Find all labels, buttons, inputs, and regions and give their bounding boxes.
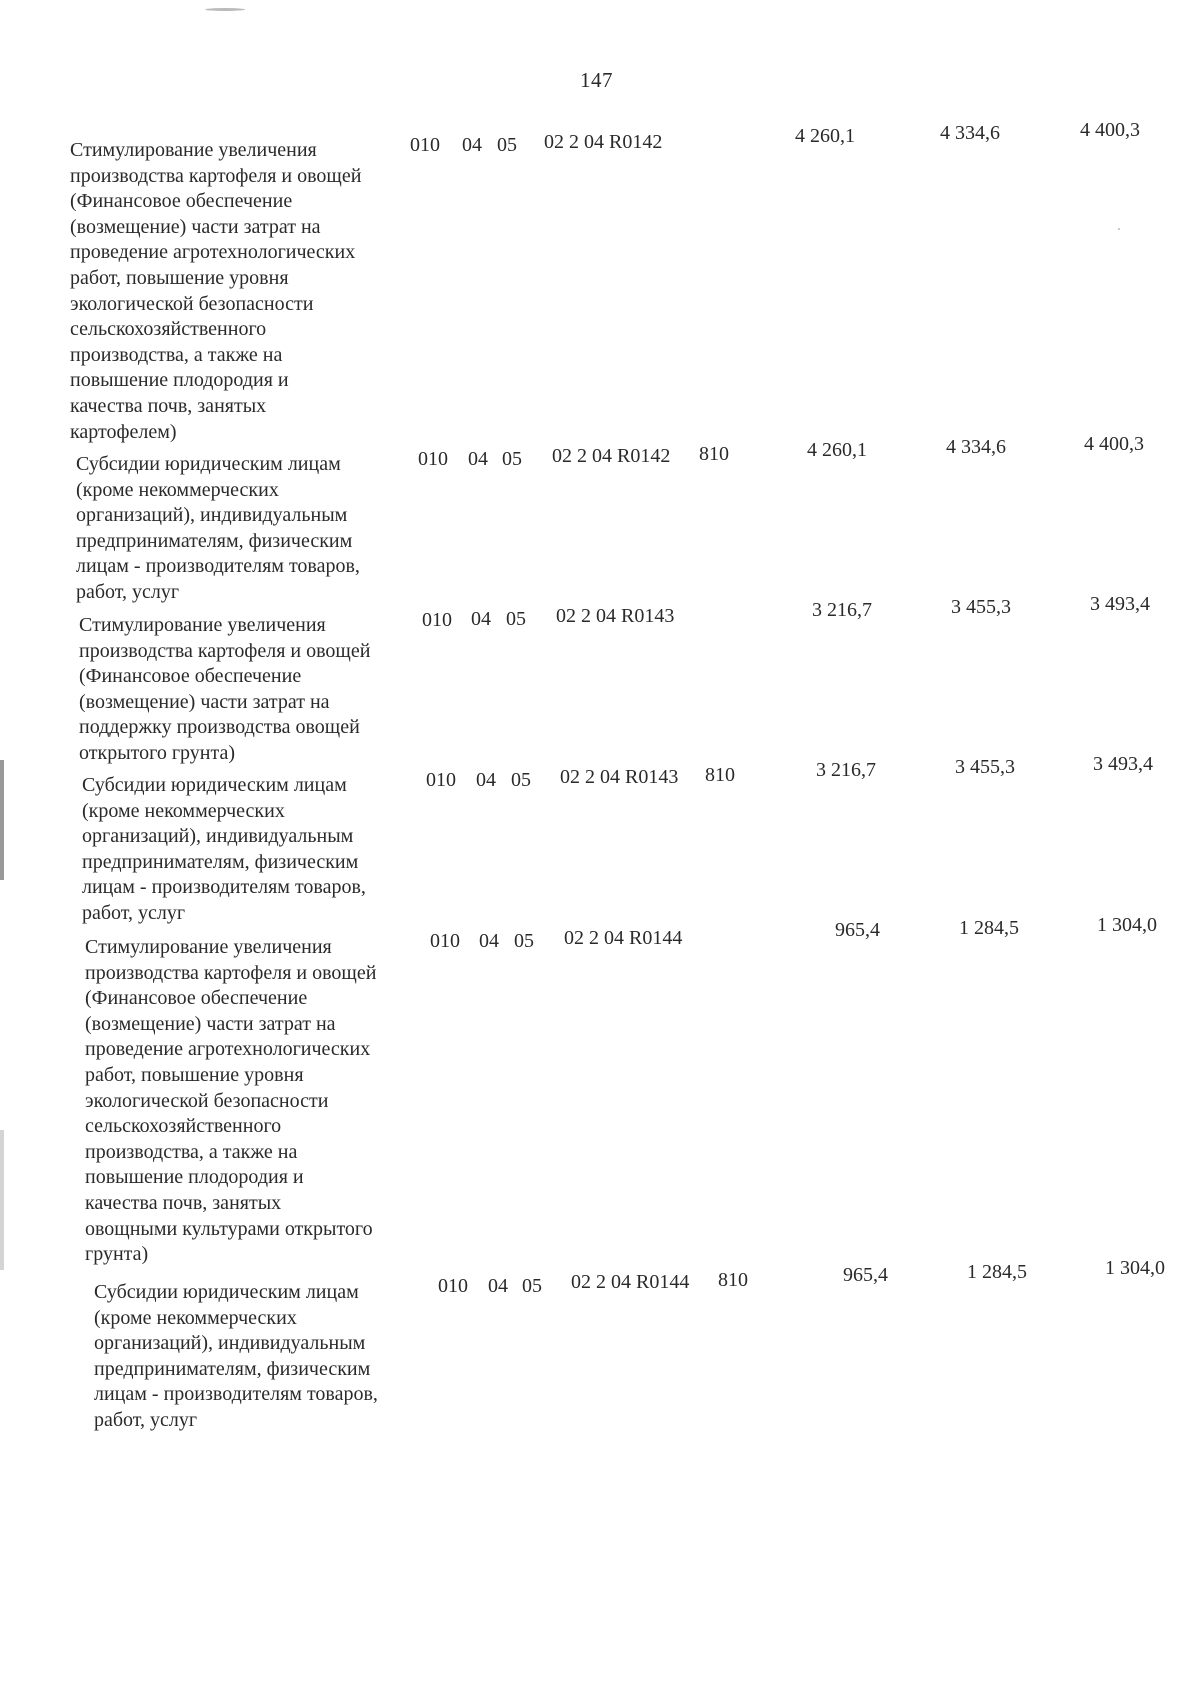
amount-year-3: 1 304,0 <box>1105 1257 1165 1279</box>
scan-edge-mark <box>0 1130 4 1270</box>
subsection-code: 05 <box>506 608 526 630</box>
row-description: Стимулирование увеличения производства картофеля и овощей (Финансовое обеспечение (возмещение) части затрат на проведение агротехнологических работ, повышение уровня экологической безопасности сельскохозяйственного производства, а также на повышение плодородия и качества почв, занятых овощными культурами открытого грунта) <box>85 936 377 1266</box>
ministry-code: 010 <box>418 448 448 470</box>
subsection-code: 05 <box>502 448 522 470</box>
amount-year-3: 3 493,4 <box>1090 593 1150 615</box>
amount-year-1: 965,4 <box>835 919 880 941</box>
amount-year-1: 3 216,7 <box>816 759 876 781</box>
subsection-code: 05 <box>511 769 531 791</box>
section-code: 04 <box>476 769 496 791</box>
amount-year-2: 1 284,5 <box>959 917 1019 939</box>
amount-year-2: 3 455,3 <box>955 756 1015 778</box>
section-code: 04 <box>488 1275 508 1297</box>
target-code: 02 2 04 R0144 <box>564 927 683 949</box>
row-description: Стимулирование увеличения производства картофеля и овощей (Финансовое обеспечение (возмещение) части затрат на проведение агротехнологических работ, повышение уровня экологической безопасности сельскохозяйственного производства, а также на повышение плодородия и качества почв, занятых картофелем) <box>70 139 362 443</box>
section-code: 04 <box>462 134 482 156</box>
target-code: 02 2 04 R0142 <box>552 445 671 467</box>
amount-year-2: 1 284,5 <box>967 1261 1027 1283</box>
amount-year-3: 1 304,0 <box>1097 914 1157 936</box>
expense-type-code: 810 <box>705 764 735 786</box>
subsection-code: 05 <box>522 1275 542 1297</box>
amount-year-1: 4 260,1 <box>807 439 867 461</box>
ministry-code: 010 <box>430 930 460 952</box>
amount-year-2: 4 334,6 <box>940 122 1000 144</box>
section-code: 04 <box>471 608 491 630</box>
amount-year-1: 4 260,1 <box>795 125 855 147</box>
amount-year-3: 3 493,4 <box>1093 753 1153 775</box>
ministry-code: 010 <box>422 609 452 631</box>
ministry-code: 010 <box>438 1275 468 1297</box>
subsection-code: 05 <box>497 134 517 156</box>
scan-edge-mark <box>0 760 4 880</box>
amount-year-3: 4 400,3 <box>1084 433 1144 455</box>
ministry-code: 010 <box>410 134 440 156</box>
amount-year-3: 4 400,3 <box>1080 119 1140 141</box>
amount-year-1: 965,4 <box>843 1264 888 1286</box>
expense-type-code: 810 <box>699 443 729 465</box>
target-code: 02 2 04 R0143 <box>556 605 675 627</box>
section-code: 04 <box>479 930 499 952</box>
amount-year-2: 3 455,3 <box>951 596 1011 618</box>
target-code: 02 2 04 R0144 <box>571 1271 690 1293</box>
row-description: Субсидии юридическим лицам (кроме некоммерческих организаций), индивидуальным предпринимателям, физическим лицам - производителям товаров, работ, услуг <box>76 453 360 603</box>
section-code: 04 <box>468 448 488 470</box>
subsection-code: 05 <box>514 930 534 952</box>
row-description: Субсидии юридическим лицам (кроме некоммерческих организаций), индивидуальным предпринимателям, физическим лицам - производителям товаров, работ, услуг <box>94 1281 378 1431</box>
scan-speck <box>205 8 245 11</box>
scan-speck <box>1118 228 1120 230</box>
amount-year-2: 4 334,6 <box>946 436 1006 458</box>
expense-type-code: 810 <box>718 1269 748 1291</box>
row-description: Субсидии юридическим лицам (кроме некоммерческих организаций), индивидуальным предпринимателям, физическим лицам - производителям товаров, работ, услуг <box>82 774 366 924</box>
row-description: Стимулирование увеличения производства картофеля и овощей (Финансовое обеспечение (возмещение) части затрат на поддержку производства овощей открытого грунта) <box>79 614 371 764</box>
ministry-code: 010 <box>426 769 456 791</box>
page-number: 147 <box>580 68 613 92</box>
amount-year-1: 3 216,7 <box>812 599 872 621</box>
target-code: 02 2 04 R0142 <box>544 131 663 153</box>
target-code: 02 2 04 R0143 <box>560 766 679 788</box>
